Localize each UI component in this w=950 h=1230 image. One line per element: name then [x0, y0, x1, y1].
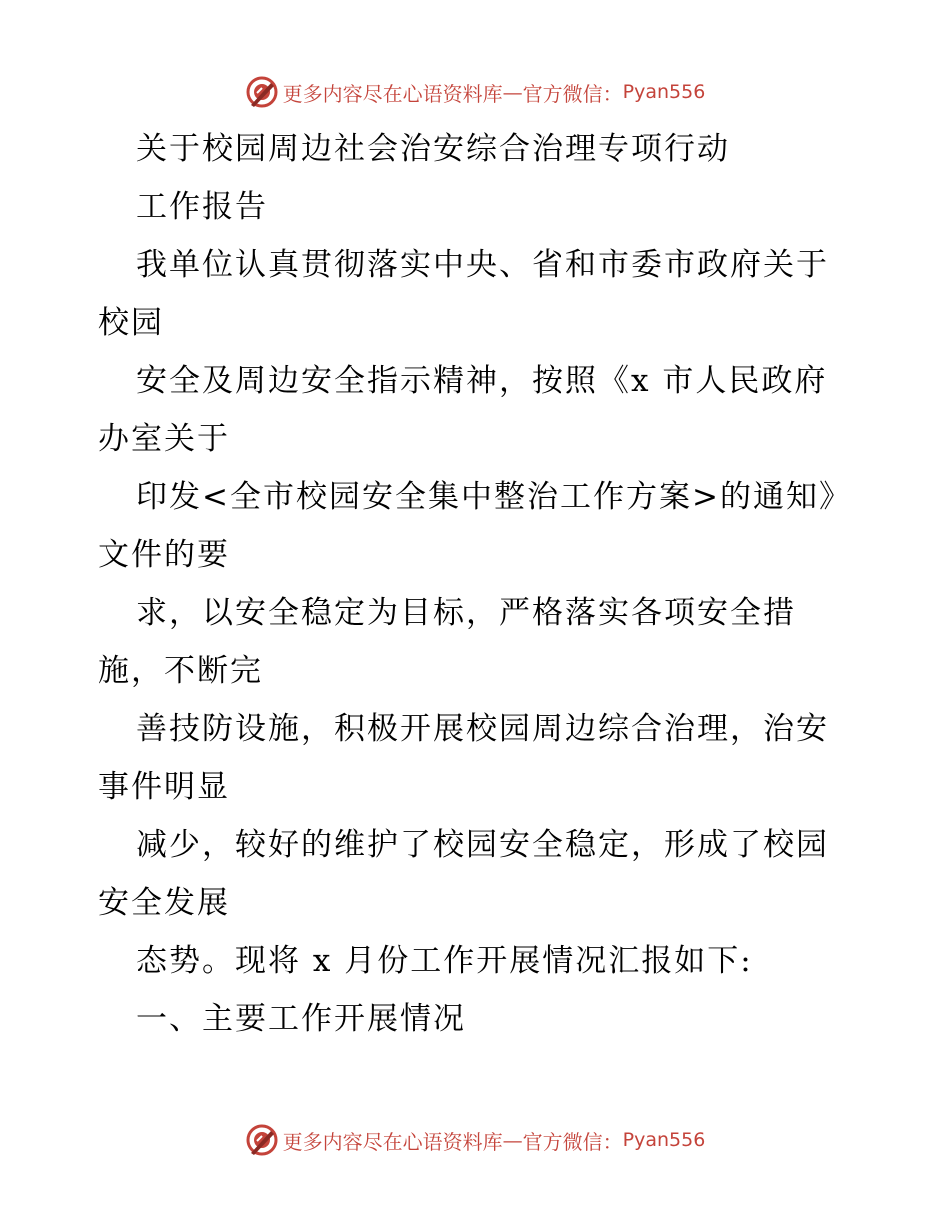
- watermark-separator: —: [502, 1128, 523, 1152]
- text-line: 文件的要: [98, 537, 230, 573]
- text-line: 我单位认真贯彻落实中央、省和市委市政府关于: [136, 247, 829, 283]
- watermark-text: 更多内容尽在心语资料库: [282, 1129, 503, 1154]
- text-line: 求，以安全稳定为目标，严格落实各项安全措: [136, 595, 796, 631]
- pen-seal-icon: [245, 75, 279, 109]
- text-line: 安全及周边安全指示精神，按照《x 市人民政府: [136, 363, 828, 399]
- header-watermark: [0, 72, 950, 112]
- text-line: 印发<全市校园安全集中整治工作方案>的通知》: [136, 479, 852, 515]
- document-body: [98, 120, 858, 1048]
- pen-seal-icon: [245, 1123, 279, 1157]
- watermark-contact-id: Pyan556: [622, 1129, 706, 1151]
- watermark-contact-id: Pyan556: [622, 81, 706, 103]
- text-line: 态势。现将 x 月份工作开展情况汇报如下:: [136, 943, 753, 979]
- watermark-contact-label: 官方微信：: [522, 1129, 623, 1154]
- watermark-contact-label: 官方微信：: [522, 81, 623, 106]
- watermark-text: 更多内容尽在心语资料库: [282, 81, 503, 106]
- text-line: 事件明显: [98, 769, 230, 805]
- text-line: 安全发展: [98, 885, 230, 921]
- text-line: 施，不断完: [98, 653, 263, 689]
- text-line: 校园: [98, 305, 164, 341]
- text-line: 善技防设施，积极开展校园周边综合治理，治安: [136, 711, 829, 747]
- footer-watermark: [0, 1120, 950, 1160]
- text-line: 关于校园周边社会治安综合治理专项行动: [136, 131, 730, 167]
- text-line: 减少，较好的维护了校园安全稳定，形成了校园: [136, 827, 829, 863]
- text-line: 工作报告: [136, 189, 268, 225]
- text-line: 办室关于: [98, 421, 230, 457]
- text-line: 一、主要工作开展情况: [136, 1001, 466, 1037]
- watermark-separator: —: [502, 80, 523, 104]
